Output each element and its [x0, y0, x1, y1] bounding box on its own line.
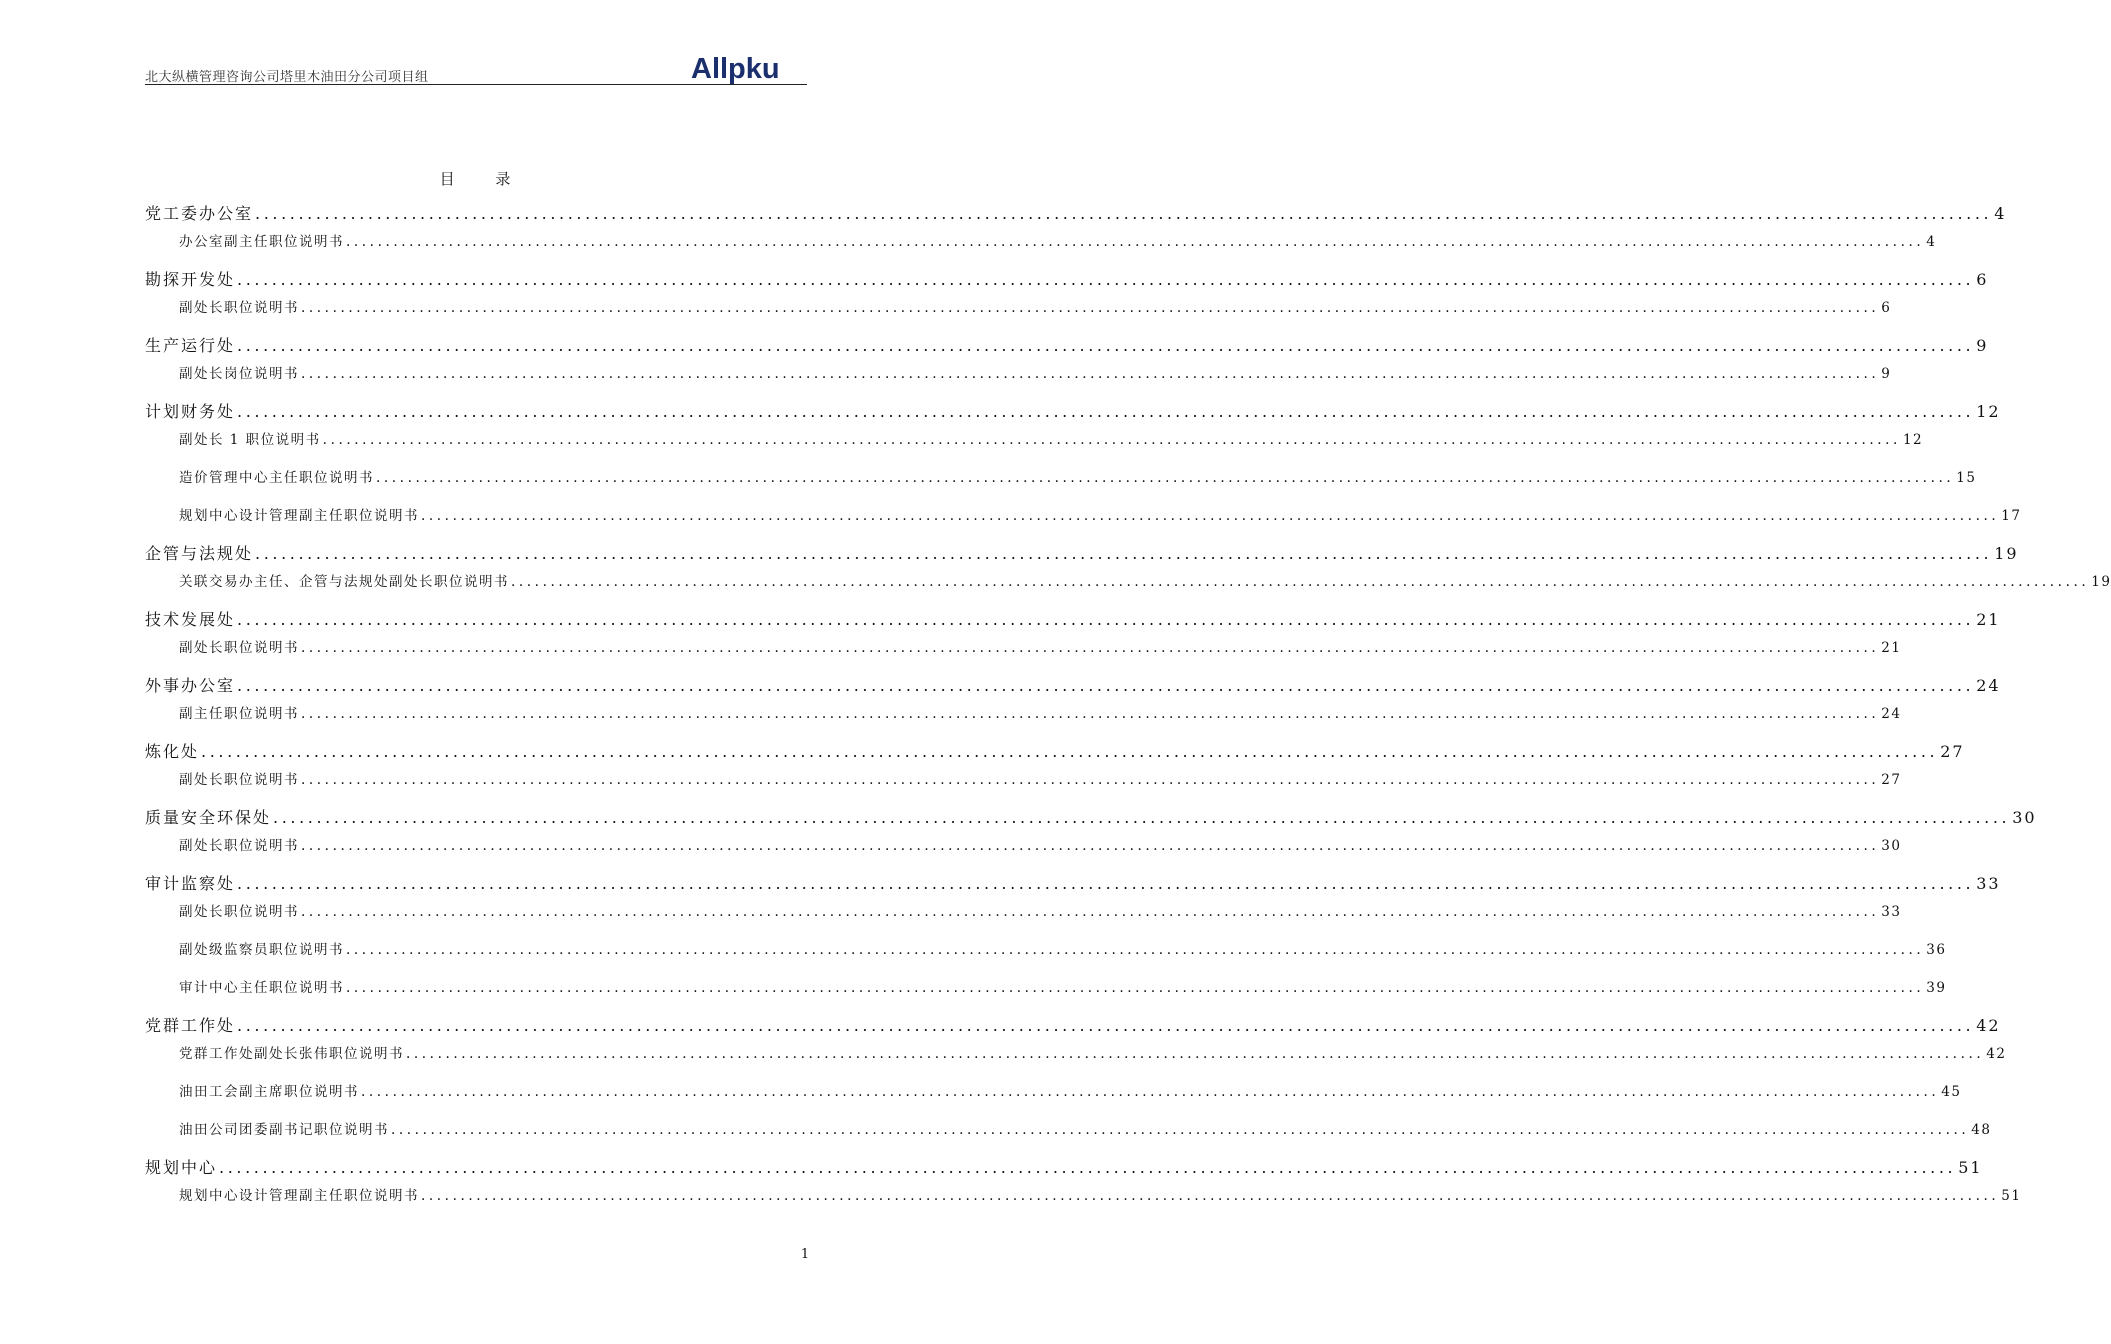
toc-section-heading[interactable] [145, 199, 2007, 228]
toc-section-heading[interactable] [145, 869, 2001, 898]
dot-leader: ........................................................................................................................................................................................................ [237, 610, 1975, 629]
toc-entry-label: 企管与法规处 [145, 544, 254, 563]
toc-subentry[interactable] [145, 1116, 1992, 1145]
dot-leader: ........................................................................................................................................................................................................ [255, 204, 1993, 223]
toc-section-heading[interactable] [145, 539, 2019, 568]
toc-subentry[interactable] [145, 832, 1902, 861]
toc-subentry[interactable] [145, 700, 1902, 729]
toc-subentry[interactable] [145, 294, 1892, 323]
toc-entry-label: 外事办公室 [145, 676, 236, 695]
toc-section-heading[interactable] [145, 737, 1965, 766]
toc-entry-label: 副处长职位说明书 [179, 772, 299, 788]
toc-entry-page: 27 [1881, 772, 1902, 788]
toc-entry-label: 质量安全环保处 [145, 808, 272, 827]
toc-subentry[interactable] [145, 502, 2022, 531]
dot-leader: ........................................................................................................................................................................................................ [421, 1188, 2000, 1204]
toc-entry-page: 6 [1976, 270, 1989, 289]
toc-entry-label: 办公室副主任职位说明书 [179, 234, 344, 250]
dot-leader: ........................................................................................................................................................................................................ [237, 676, 1975, 695]
toc-entry-label: 油田工会副主席职位说明书 [179, 1084, 359, 1100]
toc-subentry[interactable] [145, 898, 1902, 927]
toc-section-heading[interactable] [145, 331, 1989, 360]
toc-section [145, 803, 2037, 861]
page-header [145, 50, 807, 85]
toc-entry-page: 24 [1976, 676, 2001, 695]
toc-entry-page: 27 [1940, 742, 1965, 761]
toc-section [145, 605, 2001, 663]
toc-subentry[interactable] [145, 766, 1902, 795]
dot-leader: ........................................................................................................................................................................................................ [391, 1122, 1970, 1138]
dot-leader: ........................................................................................................................................................................................................ [237, 270, 1975, 289]
dot-leader: ........................................................................................................................................................................................................ [301, 772, 1880, 788]
toc-section-heading[interactable] [145, 265, 1989, 294]
toc-subentry[interactable] [145, 1078, 1962, 1107]
toc-entry-label: 副处长职位说明书 [179, 640, 299, 656]
dot-leader: ........................................................................................................................................................................................................ [322, 432, 1901, 448]
toc-entry-label: 副处长 1 职位说明书 [179, 432, 321, 448]
toc-entry-label: 副主任职位说明书 [179, 706, 299, 722]
toc-section [145, 671, 2001, 729]
dot-leader: ........................................................................................................................................................................................................ [301, 838, 1880, 854]
toc-entry-label: 副处长职位说明书 [179, 838, 299, 854]
toc-section [145, 539, 2111, 597]
dot-leader: ........................................................................................................................................................................................................ [361, 1084, 1940, 1100]
toc-section [145, 397, 2022, 531]
toc-entry-page: 42 [1976, 1016, 2001, 1035]
toc-entry-page: 9 [1976, 336, 1989, 355]
toc-entry-page: 51 [2001, 1188, 2022, 1204]
toc-entry-page: 39 [1926, 980, 1947, 996]
toc-entry-page: 15 [1956, 470, 1977, 486]
dot-leader: ........................................................................................................................................................................................................ [301, 904, 1880, 920]
toc-entry-page: 19 [2091, 574, 2111, 590]
toc-section [145, 737, 1965, 795]
toc-section-heading[interactable] [145, 1153, 1983, 1182]
toc-subentry[interactable] [145, 1040, 2007, 1069]
toc-entry-page: 19 [1994, 544, 2019, 563]
header-company: 北大纵横管理咨询公司塔里木油田分公司项目组 [145, 70, 429, 85]
toc-section [145, 331, 1989, 389]
toc-entry-label: 规划中心设计管理副主任职位说明书 [179, 508, 419, 524]
dot-leader: ........................................................................................................................................................................................................ [301, 366, 1880, 382]
toc-entry-page: 9 [1881, 366, 1892, 382]
table-of-contents [145, 199, 2111, 1219]
toc-title: 目 录 [439, 170, 529, 188]
dot-leader: ........................................................................................................................................................................................................ [346, 980, 1925, 996]
toc-entry-page: 21 [1881, 640, 1902, 656]
toc-entry-label: 计划财务处 [145, 402, 236, 421]
toc-section-heading[interactable] [145, 1011, 2001, 1040]
toc-section-heading[interactable] [145, 803, 2037, 832]
toc-entry-page: 30 [2012, 808, 2037, 827]
dot-leader: ........................................................................................................................................................................................................ [406, 1046, 1985, 1062]
toc-entry-page: 33 [1976, 874, 2001, 893]
toc-entry-label: 油田公司团委副书记职位说明书 [179, 1122, 389, 1138]
toc-subentry[interactable] [145, 974, 1947, 1003]
dot-leader: ........................................................................................................................................................................................................ [301, 706, 1880, 722]
toc-subentry[interactable] [145, 228, 1937, 257]
dot-leader: ........................................................................................................................................................................................................ [511, 574, 2090, 590]
toc-section-heading[interactable] [145, 397, 2001, 426]
toc-entry-page: 4 [1994, 204, 2007, 223]
dot-leader: ........................................................................................................................................................................................................ [255, 544, 1993, 563]
toc-entry-label: 副处长职位说明书 [179, 300, 299, 316]
dot-leader: ........................................................................................................................................................................................................ [237, 1016, 1975, 1035]
toc-entry-label: 副处长职位说明书 [179, 904, 299, 920]
toc-entry-page: 48 [1971, 1122, 1992, 1138]
toc-entry-label: 关联交易办主任、企管与法规处副处长职位说明书 [179, 574, 509, 590]
toc-subentry[interactable] [145, 936, 1947, 965]
dot-leader: ........................................................................................................................................................................................................ [237, 874, 1975, 893]
toc-entry-label: 造价管理中心主任职位说明书 [179, 470, 374, 486]
toc-entry-page: 12 [1902, 432, 1924, 448]
toc-section-heading[interactable] [145, 605, 2001, 634]
toc-entry-page: 21 [1976, 610, 2001, 629]
toc-entry-page: 30 [1881, 838, 1902, 854]
toc-entry-page: 4 [1926, 234, 1937, 250]
toc-entry-label: 党群工作处 [145, 1016, 236, 1035]
toc-subentry[interactable] [145, 634, 1902, 663]
toc-section-heading[interactable] [145, 671, 2001, 700]
dot-leader: ........................................................................................................................................................................................................ [273, 808, 2011, 827]
toc-entry-label: 审计中心主任职位说明书 [179, 980, 344, 996]
dot-leader: ........................................................................................................................................................................................................ [237, 336, 1975, 355]
dot-leader: ........................................................................................................................................................................................................ [301, 300, 1880, 316]
toc-entry-label: 技术发展处 [145, 610, 236, 629]
toc-section [145, 1011, 2007, 1145]
toc-entry-page: 24 [1881, 706, 1902, 722]
dot-leader: ........................................................................................................................................................................................................ [346, 234, 1925, 250]
dot-leader: ........................................................................................................................................................................................................ [301, 640, 1880, 656]
toc-subentry[interactable] [145, 426, 1924, 455]
toc-entry-page: 36 [1926, 942, 1947, 958]
page-number: 1 [800, 1247, 810, 1262]
toc-section [145, 1153, 2022, 1211]
dot-leader: ........................................................................................................................................................................................................ [376, 470, 1955, 486]
toc-entry-label: 党群工作处副处长张伟职位说明书 [179, 1046, 404, 1062]
toc-entry-label: 炼化处 [145, 742, 200, 761]
dot-leader: ........................................................................................................................................................................................................ [219, 1158, 1957, 1177]
toc-entry-page: 42 [1986, 1046, 2007, 1062]
logo-text: Allpku [691, 53, 780, 85]
toc-subentry[interactable] [145, 568, 2111, 597]
toc-entry-page: 45 [1941, 1084, 1962, 1100]
toc-subentry[interactable] [145, 1182, 2022, 1211]
toc-entry-label: 副处级监察员职位说明书 [179, 942, 344, 958]
toc-entry-label: 规划中心 [145, 1158, 218, 1177]
dot-leader: ........................................................................................................................................................................................................ [201, 742, 1939, 761]
toc-entry-label: 勘探开发处 [145, 270, 236, 289]
toc-section [145, 869, 2001, 1003]
toc-entry-label: 副处长岗位说明书 [179, 366, 299, 382]
toc-entry-label: 生产运行处 [145, 336, 236, 355]
toc-entry-label: 规划中心设计管理副主任职位说明书 [179, 1188, 419, 1204]
toc-entry-page: 6 [1881, 300, 1892, 316]
dot-leader: ........................................................................................................................................................................................................ [346, 942, 1925, 958]
toc-entry-page: 33 [1881, 904, 1902, 920]
toc-entry-label: 党工委办公室 [145, 204, 254, 223]
toc-section [145, 199, 2007, 257]
toc-entry-label: 审计监察处 [145, 874, 236, 893]
dot-leader: ........................................................................................................................................................................................................ [237, 402, 1975, 421]
dot-leader: ........................................................................................................................................................................................................ [421, 508, 2000, 524]
allpku-logo [691, 52, 807, 85]
toc-section [145, 265, 1989, 323]
toc-entry-page: 51 [1958, 1158, 1983, 1177]
toc-entry-page: 12 [1976, 402, 2001, 421]
toc-subentry[interactable] [145, 360, 1892, 389]
toc-subentry[interactable] [145, 464, 1977, 493]
toc-entry-page: 17 [2001, 508, 2022, 524]
